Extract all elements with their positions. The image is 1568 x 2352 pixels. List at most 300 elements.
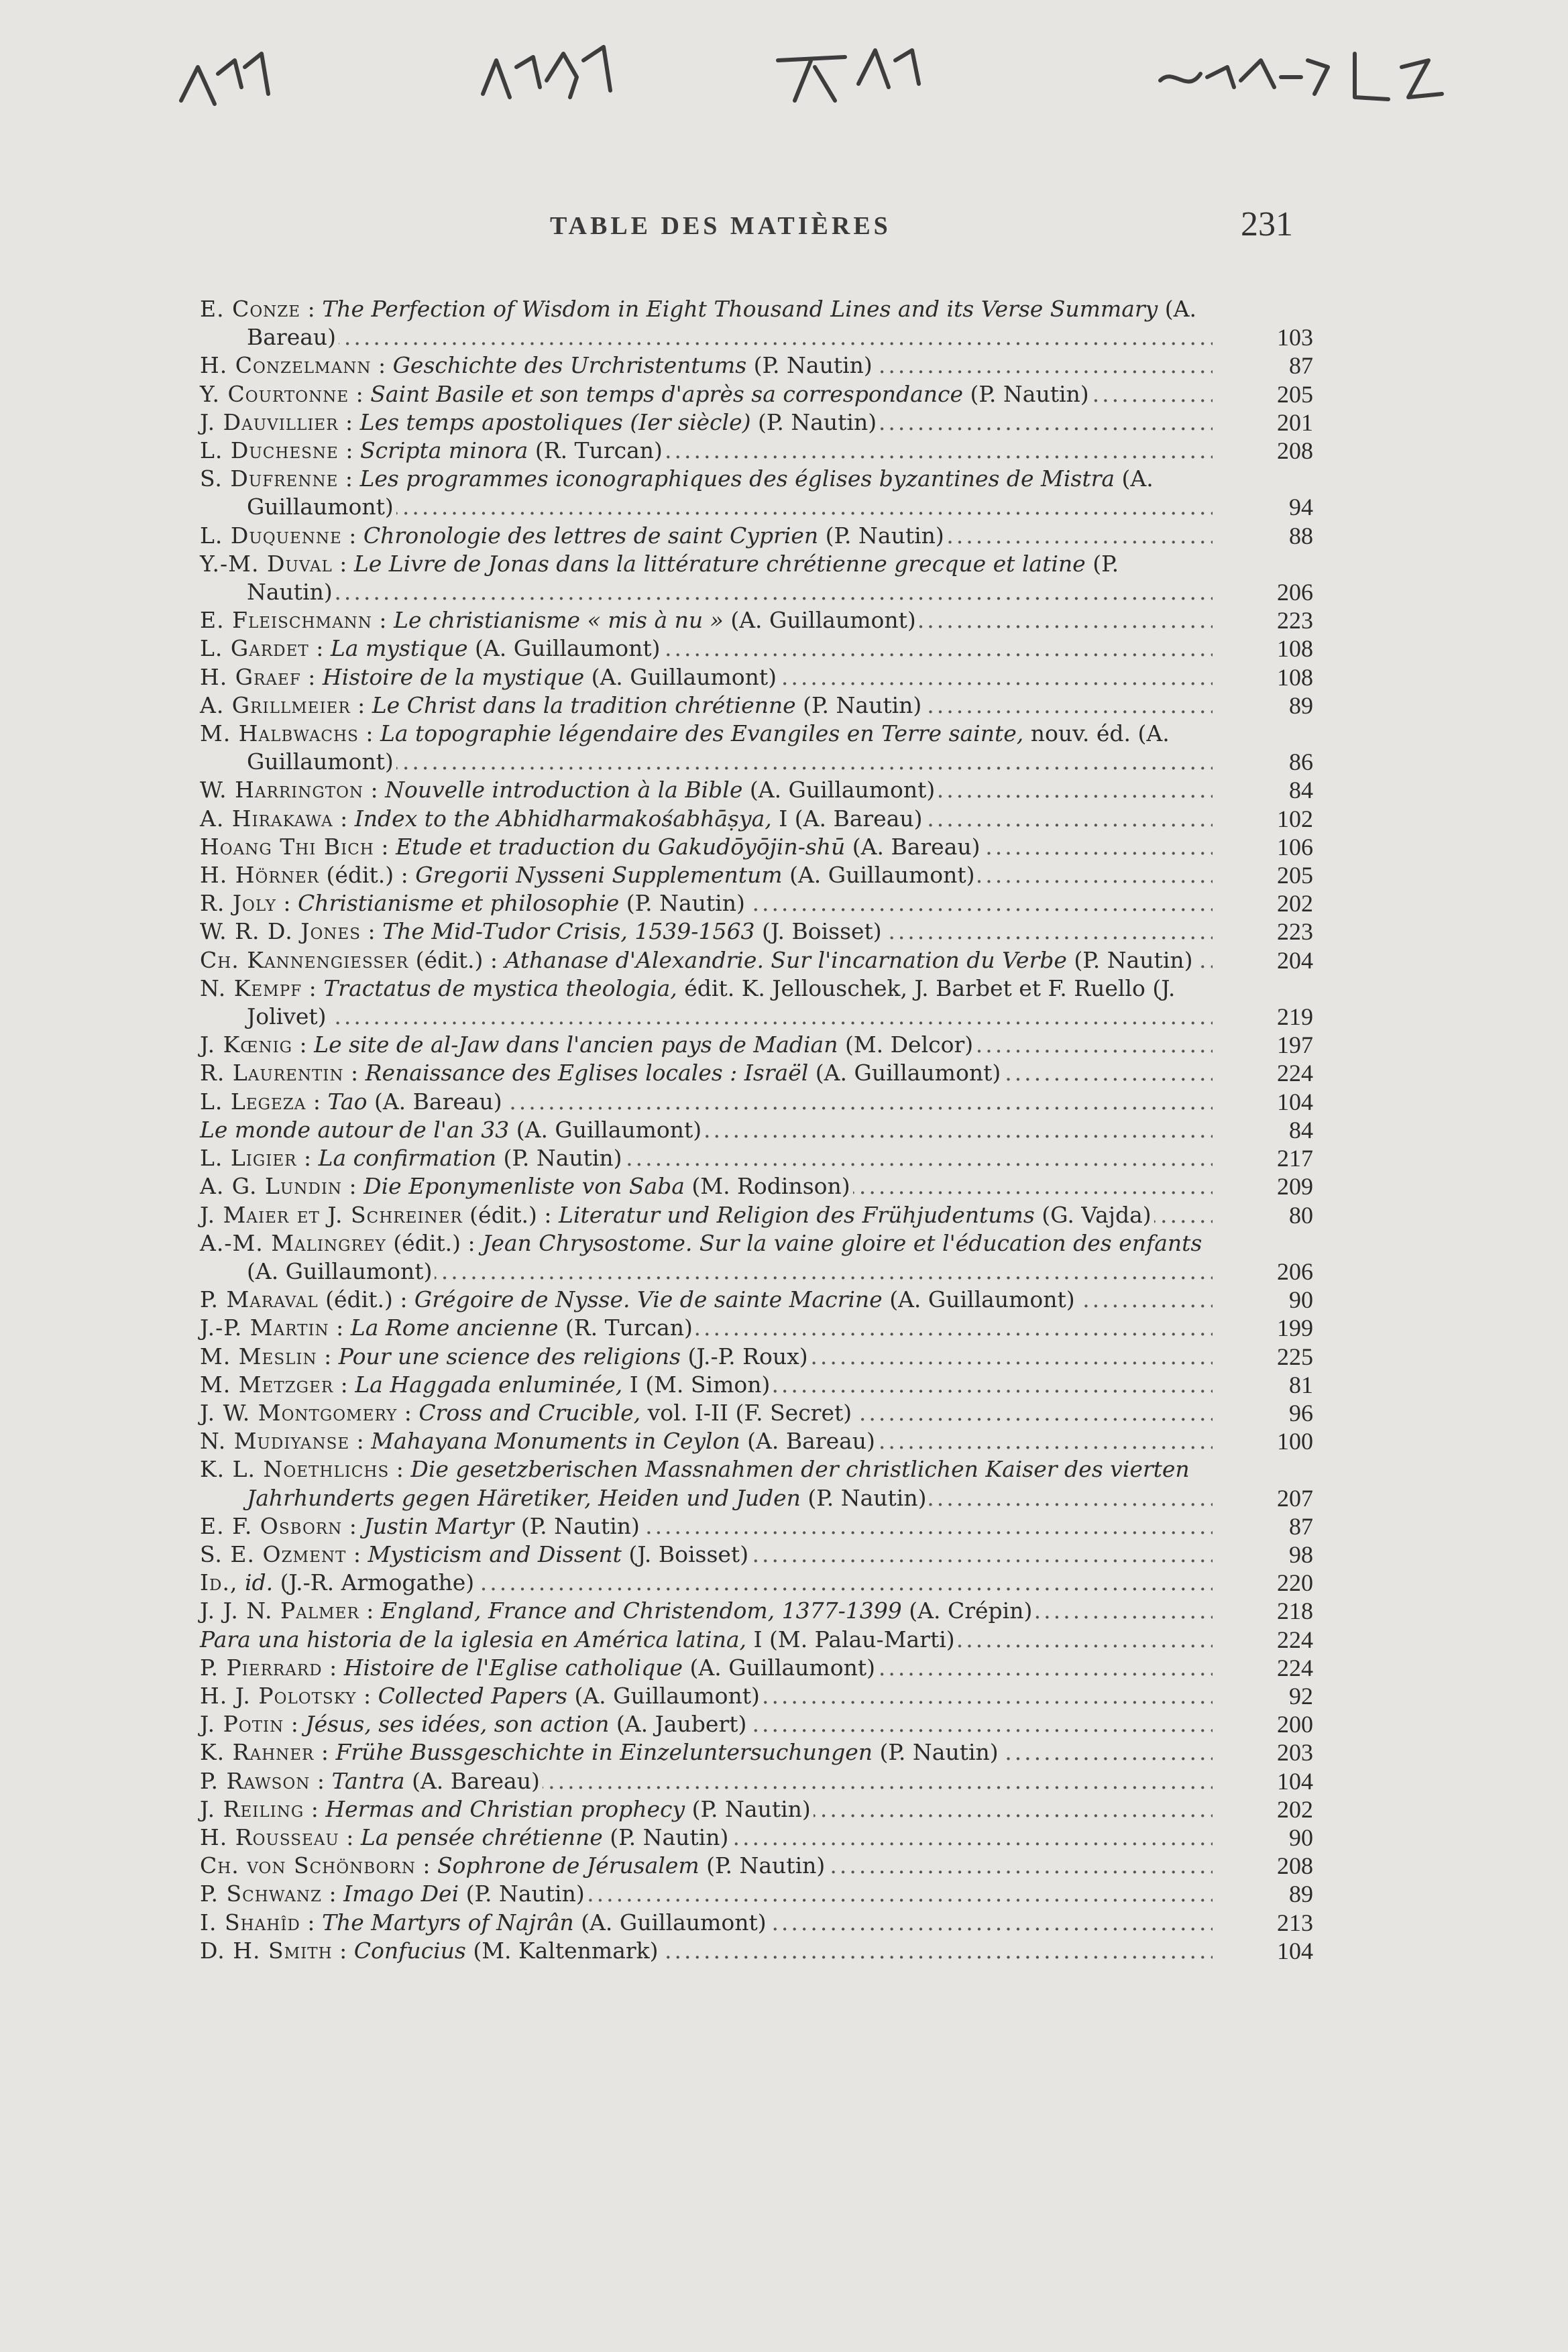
toc-entry bbox=[200, 465, 1313, 521]
entry-page: 98 bbox=[1289, 1541, 1313, 1568]
entry-author: K. L. Noethlichs bbox=[200, 1456, 390, 1483]
entry-separator: : bbox=[300, 1909, 322, 1936]
entry-separator: : bbox=[349, 1428, 372, 1455]
entry-page: 209 bbox=[1277, 1173, 1313, 1200]
entry-page: 224 bbox=[1277, 1626, 1313, 1653]
entry-page: 104 bbox=[1277, 1767, 1313, 1795]
toc-entry bbox=[200, 380, 1313, 408]
entry-reviewer: (P. Nautin) bbox=[619, 890, 745, 917]
entry-author: R. Joly bbox=[200, 890, 276, 917]
entry-page: 224 bbox=[1277, 1654, 1313, 1681]
entry-reviewer: (A. Bareau) bbox=[404, 1767, 540, 1794]
entry-page: 220 bbox=[1277, 1569, 1313, 1597]
entry-reviewer: (A. Guillaumont) bbox=[567, 1682, 760, 1709]
toc-entry bbox=[200, 1371, 1313, 1399]
entry-title: Index to the Abhidharmakośabhāṣya, bbox=[354, 805, 772, 832]
entry-separator: : bbox=[309, 635, 331, 662]
entry-separator: : bbox=[306, 1088, 328, 1115]
entry-title: id. bbox=[244, 1569, 274, 1596]
entry-author: J. Maier et J. Schreiner bbox=[200, 1201, 463, 1228]
entry-reviewer: (A. Guillaumont) bbox=[782, 862, 975, 889]
entry-reviewer: (A. Bareau) bbox=[845, 833, 981, 860]
toc-entry bbox=[200, 1909, 1313, 1937]
toc-entry bbox=[200, 1597, 1313, 1625]
entry-reviewer: (A. Guillaumont) bbox=[882, 1286, 1075, 1313]
entry-separator: : bbox=[284, 1711, 306, 1738]
entry-reviewer: (A. Guillaumont) bbox=[723, 607, 916, 634]
entry-title: Tantra bbox=[331, 1767, 405, 1794]
entry-separator: : bbox=[292, 1031, 315, 1058]
entry-separator: : bbox=[360, 918, 383, 945]
entry-separator: : bbox=[349, 380, 371, 407]
entry-title: Scripta minora bbox=[359, 437, 528, 464]
toc-entry bbox=[200, 634, 1313, 663]
toc-entry bbox=[200, 1880, 1313, 1908]
entry-page: 104 bbox=[1277, 1937, 1313, 1964]
entry-title: The Martyrs of Najrân bbox=[321, 1909, 574, 1936]
entry-reviewer: (A. Guillaumont) bbox=[683, 1654, 875, 1681]
entry-title: Les temps apostoliques (Ier siècle) bbox=[359, 408, 751, 435]
toc-entry bbox=[200, 833, 1313, 861]
page-number: 231 bbox=[1241, 205, 1293, 243]
entry-title: Nouvelle introduction à la Bible bbox=[385, 777, 743, 803]
entry-page: 202 bbox=[1277, 1795, 1313, 1823]
entry-author: N. Mudiyanse bbox=[200, 1428, 350, 1455]
entry-separator: : bbox=[339, 1824, 361, 1850]
entry-page: 201 bbox=[1277, 408, 1313, 436]
entry-page: 207 bbox=[1277, 1484, 1313, 1512]
entry-reviewer: (A. Guillaumont) bbox=[247, 1257, 433, 1284]
entry-page: 213 bbox=[1277, 1909, 1313, 1936]
toc-entry bbox=[200, 691, 1313, 720]
entry-title: Etude et traduction du Gakudōyōjin-shū bbox=[395, 833, 846, 860]
entry-page: 89 bbox=[1289, 1881, 1313, 1908]
toc-entry bbox=[200, 1455, 1313, 1512]
entry-separator: : bbox=[329, 1314, 351, 1341]
entry-page: 204 bbox=[1277, 946, 1313, 974]
entry-page: 104 bbox=[1277, 1088, 1313, 1115]
entry-page: 108 bbox=[1277, 663, 1313, 691]
entry-page: 217 bbox=[1277, 1145, 1313, 1172]
entry-reviewer: nouv. éd. (A. Guillaumont) bbox=[247, 720, 1170, 775]
entry-author: A. G. Lundin bbox=[200, 1173, 343, 1200]
entry-author: L. Legeza bbox=[200, 1088, 306, 1115]
table-of-contents bbox=[200, 295, 1313, 1965]
entry-separator: : bbox=[332, 550, 354, 577]
toc-entry bbox=[200, 1427, 1313, 1455]
entry-title: Sophrone de Jérusalem bbox=[437, 1852, 699, 1879]
entry-separator: : bbox=[346, 1541, 368, 1567]
entry-page: 205 bbox=[1277, 862, 1313, 889]
entry-separator: : bbox=[350, 691, 372, 718]
entry-title: La topographie légendaire des Evangiles en Terre sainte, bbox=[380, 720, 1024, 747]
entry-reviewer: (P. Nautin) bbox=[873, 1739, 999, 1766]
entry-page: 218 bbox=[1277, 1598, 1313, 1625]
entry-author: Y.-M. Duval bbox=[200, 550, 333, 577]
toc-entry bbox=[200, 1852, 1313, 1880]
entry-separator: : bbox=[372, 607, 394, 634]
entry-author: P. Pierrard bbox=[200, 1654, 323, 1681]
entry-separator: : bbox=[338, 408, 360, 435]
toc-entry bbox=[200, 1172, 1313, 1200]
toc-entry bbox=[200, 1626, 1313, 1654]
entry-reviewer: (M. Kaltenmark) bbox=[465, 1937, 659, 1964]
toc-entry bbox=[200, 1512, 1313, 1541]
entry-author: E. Fleischmann bbox=[200, 607, 372, 634]
entry-reviewer: (P. Nautin) bbox=[685, 1795, 811, 1822]
entry-separator: : bbox=[359, 1598, 381, 1624]
entry-author: H. J. Polotsky bbox=[200, 1682, 357, 1709]
entry-author: Hoang Thi Bich bbox=[200, 833, 374, 860]
entry-reviewer: (A. Bareau) bbox=[740, 1428, 875, 1455]
entry-author: L. Ligier bbox=[200, 1145, 297, 1172]
entry-reviewer: (P. Nautin) bbox=[746, 352, 873, 379]
entry-separator: : bbox=[338, 437, 360, 464]
entry-separator: : bbox=[342, 1173, 364, 1200]
entry-page: 200 bbox=[1277, 1711, 1313, 1738]
entry-separator: : bbox=[342, 1512, 364, 1539]
entry-separator: : bbox=[358, 720, 380, 747]
entry-separator: : bbox=[333, 1371, 355, 1398]
leader-dots bbox=[247, 1003, 1213, 1031]
entry-separator: : bbox=[389, 1456, 411, 1483]
entry-page: 206 bbox=[1277, 579, 1313, 606]
entry-page: 86 bbox=[1289, 748, 1313, 776]
entry-reviewer: (M. Rodinson) bbox=[684, 1173, 850, 1200]
entry-author: A.-M. Malingrey bbox=[200, 1229, 386, 1256]
entry-author: K. Rahner bbox=[200, 1739, 315, 1766]
entry-title: La confirmation bbox=[318, 1145, 496, 1172]
toc-entry bbox=[200, 1937, 1313, 1965]
entry-separator: : bbox=[363, 777, 386, 803]
entry-page: 87 bbox=[1289, 1512, 1313, 1540]
entry-separator: : bbox=[317, 1343, 339, 1369]
entry-separator: (édit.) : bbox=[318, 1286, 414, 1313]
entry-reviewer: (P. Nautin) bbox=[800, 1484, 927, 1511]
entry-title: Les programmes iconographiques des églises byzantines de Mistra bbox=[359, 465, 1115, 492]
toc-entry bbox=[200, 1088, 1313, 1116]
entry-author: M. Halbwachs bbox=[200, 720, 359, 747]
entry-author: E. F. Osborn bbox=[200, 1512, 343, 1539]
toc-entry bbox=[200, 946, 1313, 974]
toc-entry bbox=[200, 1229, 1313, 1286]
entry-title: Literatur und Religion des Frühjudentums bbox=[558, 1201, 1035, 1228]
entry-page: 88 bbox=[1289, 522, 1313, 549]
toc-entry bbox=[200, 437, 1313, 465]
entry-title: England, France and Christendom, 1377-1399 bbox=[380, 1598, 902, 1624]
entry-title: The Perfection of Wisdom in Eight Thousand Lines and its Verse Summary bbox=[322, 296, 1158, 322]
entry-title: Renaissance des Eglises locales : Israël bbox=[365, 1060, 809, 1086]
entry-title: La Rome ancienne bbox=[350, 1314, 559, 1341]
entry-reviewer: (J.-R. Armogathe) bbox=[273, 1569, 475, 1596]
toc-entry bbox=[200, 1541, 1313, 1569]
entry-author: A. Hirakawa bbox=[200, 805, 333, 832]
entry-author: S. E. Ozment bbox=[200, 1541, 347, 1567]
entry-author: L. Gardet bbox=[200, 635, 309, 662]
entry-separator: : bbox=[356, 1682, 378, 1709]
entry-title: Le Livre de Jonas dans la littérature chrétienne grecque et latine bbox=[353, 550, 1086, 577]
toc-entry bbox=[200, 1654, 1313, 1682]
toc-entry bbox=[200, 351, 1313, 380]
toc-entry bbox=[200, 295, 1313, 351]
entry-title: La mystique bbox=[330, 635, 468, 662]
entry-reviewer: (R. Turcan) bbox=[558, 1314, 693, 1341]
toc-entry bbox=[200, 1824, 1313, 1852]
entry-page: 223 bbox=[1277, 918, 1313, 946]
entry-page: 87 bbox=[1289, 352, 1313, 380]
toc-entry bbox=[200, 1201, 1313, 1229]
handwritten-shelfmark bbox=[168, 20, 1475, 134]
toc-entry bbox=[200, 663, 1313, 691]
entry-reviewer: (J. Boisset) bbox=[754, 918, 882, 945]
entry-author: M. Metzger bbox=[200, 1371, 334, 1398]
entry-title: Pour une science des religions bbox=[338, 1343, 681, 1369]
entry-page: 84 bbox=[1289, 1116, 1313, 1143]
entry-reviewer: (A. Guillaumont) bbox=[509, 1116, 702, 1143]
toc-entry bbox=[200, 1116, 1313, 1144]
entry-title: Die gesetzberischen Massnahmen der christlichen Kaiser des vierten Jahrhunderts gegen Häretiker, Heiden und Juden bbox=[247, 1456, 1190, 1511]
entry-separator bbox=[237, 1569, 245, 1595]
toc-entry bbox=[200, 550, 1313, 606]
entry-separator: : bbox=[276, 890, 298, 917]
entry-title: Jésus, ses idées, son action bbox=[305, 1711, 610, 1738]
entry-separator: : bbox=[333, 805, 355, 832]
entry-page: 205 bbox=[1277, 380, 1313, 408]
entry-title: Collected Papers bbox=[378, 1682, 567, 1709]
toc-entry bbox=[200, 1767, 1313, 1795]
entry-author: I. Shahîd bbox=[200, 1909, 300, 1936]
entry-author: L. Duchesne bbox=[200, 437, 339, 464]
entry-title: Grégoire de Nysse. Vie de sainte Macrine bbox=[414, 1286, 883, 1313]
entry-reviewer: (A. Guillaumont) bbox=[584, 663, 777, 690]
entry-author: Id., bbox=[200, 1569, 238, 1596]
entry-title: Confucius bbox=[353, 1937, 466, 1964]
entry-reviewer: (P. Nautin) bbox=[963, 380, 1089, 407]
entry-page: 80 bbox=[1289, 1201, 1313, 1229]
entry-reviewer: (M. Delcor) bbox=[838, 1031, 974, 1058]
entry-author: D. H. Smith bbox=[200, 1937, 333, 1964]
toc-entry bbox=[200, 1795, 1313, 1824]
entry-title: Cross and Crucible, bbox=[418, 1399, 641, 1426]
entry-title: Jean Chrysostome. Sur la vaine gloire et l'éducation des enfants bbox=[482, 1229, 1202, 1256]
entry-separator: : bbox=[332, 1937, 354, 1964]
entry-reviewer: I (M. Palau-Marti) bbox=[746, 1626, 955, 1653]
entry-separator: : bbox=[415, 1852, 437, 1879]
entry-title: Die Eponymenliste von Saba bbox=[363, 1173, 685, 1200]
entry-title: Frühe Bussgeschichte in Einzeluntersuchungen bbox=[335, 1739, 873, 1766]
entry-title: Saint Basile et son temps d'après sa correspondance bbox=[370, 380, 964, 407]
entry-reviewer: (P. Nautin) bbox=[496, 1145, 622, 1172]
entry-title: Le monde autour de l'an 33 bbox=[200, 1116, 510, 1143]
entry-author: W. R. D. Jones bbox=[200, 918, 361, 945]
toc-entry bbox=[200, 1059, 1313, 1087]
entry-author: S. Dufrenne bbox=[200, 465, 339, 492]
entry-reviewer: (A. Guillaumont) bbox=[247, 465, 1154, 520]
entry-page: 224 bbox=[1277, 1060, 1313, 1087]
entry-page: 84 bbox=[1289, 777, 1313, 804]
toc-entry bbox=[200, 1569, 1313, 1597]
toc-entry bbox=[200, 1738, 1313, 1767]
entry-page: 202 bbox=[1277, 890, 1313, 917]
entry-page: 106 bbox=[1277, 833, 1313, 860]
entry-title: Hermas and Christian prophecy bbox=[325, 1795, 685, 1822]
toc-entry bbox=[200, 1682, 1313, 1710]
entry-title: Histoire de la mystique bbox=[322, 663, 585, 690]
entry-title: Mysticism and Dissent bbox=[368, 1541, 622, 1567]
entry-page: 102 bbox=[1277, 805, 1313, 832]
entry-page: 94 bbox=[1289, 494, 1313, 521]
entry-author: Ch. Kannengiesser bbox=[200, 946, 409, 973]
entry-author: J.-P. Martin bbox=[200, 1314, 329, 1341]
toc-entry bbox=[200, 889, 1313, 917]
entry-page: 89 bbox=[1289, 691, 1313, 719]
entry-title: Tao bbox=[327, 1088, 368, 1115]
toc-entry bbox=[200, 1399, 1313, 1427]
toc-entry bbox=[200, 408, 1313, 437]
entry-title: The Mid-Tudor Crisis, 1539-1563 bbox=[382, 918, 755, 945]
entry-page: 90 bbox=[1289, 1824, 1313, 1851]
entry-page: 103 bbox=[1277, 324, 1313, 351]
entry-title: La Haggada enluminée, bbox=[355, 1371, 623, 1398]
leader-dots bbox=[247, 323, 1213, 351]
entry-separator: : bbox=[322, 1654, 344, 1681]
entry-reviewer: (A. Guillaumont) bbox=[808, 1060, 1001, 1086]
entry-author: Ch. von Schönborn bbox=[200, 1852, 416, 1879]
entry-reviewer: (A. Guillaumont) bbox=[573, 1909, 767, 1936]
entry-separator: : bbox=[314, 1739, 336, 1766]
entry-separator: : bbox=[343, 1060, 366, 1086]
entry-reviewer: (P. Nautin) bbox=[602, 1824, 729, 1850]
entry-title: La pensée chrétienne bbox=[360, 1824, 603, 1850]
leader-dots bbox=[247, 578, 1213, 606]
entry-author: H. Graef bbox=[200, 663, 301, 690]
entry-separator: : bbox=[296, 1145, 319, 1172]
entry-title: Histoire de l'Eglise catholique bbox=[343, 1654, 683, 1681]
entry-author: J. Kœnig bbox=[200, 1031, 293, 1058]
entry-reviewer: (R. Turcan) bbox=[528, 437, 663, 464]
entry-author: W. Harrington bbox=[200, 777, 364, 803]
toc-entry bbox=[200, 606, 1313, 634]
entry-author: H. Rousseau bbox=[200, 1824, 339, 1850]
entry-title: Christianisme et philosophie bbox=[298, 890, 620, 917]
entry-separator: (édit.) : bbox=[408, 946, 505, 973]
entry-title: Chronologie des lettres de saint Cyprien bbox=[363, 522, 819, 549]
entry-separator: : bbox=[321, 1881, 344, 1907]
entry-page: 208 bbox=[1277, 1852, 1313, 1880]
entry-title: Para una historia de la iglesia en América latina, bbox=[200, 1626, 747, 1653]
entry-reviewer: (J. Boisset) bbox=[621, 1541, 749, 1567]
entry-reviewer: (P. Nautin) bbox=[795, 691, 922, 718]
entry-author: J. J. N. Palmer bbox=[200, 1598, 359, 1624]
toc-entry bbox=[200, 776, 1313, 804]
entry-title: Tractatus de mystica theologia, bbox=[323, 974, 677, 1001]
entry-page: 219 bbox=[1277, 1003, 1313, 1031]
entry-page: 92 bbox=[1289, 1682, 1313, 1710]
entry-reviewer: (G. Vajda) bbox=[1034, 1201, 1152, 1228]
entry-author: L. Duquenne bbox=[200, 522, 342, 549]
entry-reviewer: vol. I-II (F. Secret) bbox=[640, 1399, 852, 1426]
entry-author: H. Hörner bbox=[200, 862, 319, 889]
entry-author: P. Schwanz bbox=[200, 1881, 322, 1907]
entry-author: J. W. Montgomery bbox=[200, 1399, 398, 1426]
toc-entry bbox=[200, 1314, 1313, 1342]
entry-author: N. Kempf bbox=[200, 974, 302, 1001]
entry-reviewer: (A. Guillaumont) bbox=[742, 777, 936, 803]
entry-author: J. Reiling bbox=[200, 1795, 304, 1822]
entry-title: Le Christ dans la tradition chrétienne bbox=[372, 691, 796, 718]
entry-separator: : bbox=[310, 1767, 332, 1794]
entry-separator: : bbox=[304, 1795, 326, 1822]
entry-title: Justin Martyr bbox=[363, 1512, 514, 1539]
entry-reviewer: I (A. Bareau) bbox=[771, 805, 923, 832]
toc-entry bbox=[200, 974, 1313, 1031]
entry-author: E. Conze bbox=[200, 296, 301, 322]
entry-title: Imago Dei bbox=[343, 1881, 459, 1907]
entry-reviewer: (P. Nautin) bbox=[1066, 946, 1193, 973]
entry-page: 203 bbox=[1277, 1739, 1313, 1767]
entry-page: 96 bbox=[1289, 1399, 1313, 1426]
entry-page: 223 bbox=[1277, 607, 1313, 634]
entry-title: Mahayana Monuments in Ceylon bbox=[371, 1428, 740, 1455]
entry-reviewer: édit. K. Jellouschek, J. Barbet et F. Ruello (J. Jolivet) bbox=[247, 974, 1176, 1030]
running-head: TABLE DES MATIÈRES bbox=[550, 212, 891, 240]
entry-separator: : bbox=[371, 352, 393, 379]
toc-entry bbox=[200, 1031, 1313, 1059]
toc-entry bbox=[200, 1286, 1313, 1314]
entry-separator: : bbox=[338, 465, 360, 492]
entry-reviewer: (P. Nautin) bbox=[247, 550, 1119, 606]
toc-entry bbox=[200, 861, 1313, 889]
entry-author: A. Grillmeier bbox=[200, 691, 351, 718]
entry-page: 206 bbox=[1277, 1257, 1313, 1285]
entry-author: P. Maraval bbox=[200, 1286, 319, 1313]
entry-page: 90 bbox=[1289, 1286, 1313, 1314]
entry-separator: : bbox=[341, 522, 363, 549]
entry-separator: : bbox=[397, 1399, 419, 1426]
entry-separator: : bbox=[302, 974, 324, 1001]
entry-author: J. Dauvillier bbox=[200, 408, 339, 435]
entry-title: Le christianisme « mis à nu » bbox=[394, 607, 724, 634]
entry-reviewer: I (M. Simon) bbox=[622, 1371, 771, 1398]
entry-page: 100 bbox=[1277, 1428, 1313, 1455]
toc-entry bbox=[200, 1144, 1313, 1172]
entry-reviewer: (P. Nautin) bbox=[818, 522, 944, 549]
entry-reviewer: (J.-P. Roux) bbox=[680, 1343, 808, 1369]
entry-page: 225 bbox=[1277, 1343, 1313, 1370]
toc-entry bbox=[200, 522, 1313, 550]
entry-page: 199 bbox=[1277, 1314, 1313, 1342]
entry-page: 197 bbox=[1277, 1031, 1313, 1059]
entry-reviewer: (A. Bareau) bbox=[247, 296, 1196, 351]
entry-separator: (édit.) : bbox=[462, 1201, 559, 1228]
entry-reviewer: (A. Bareau) bbox=[367, 1088, 502, 1115]
entry-reviewer: (P. Nautin) bbox=[514, 1512, 640, 1539]
entry-reviewer: (A. Crépin) bbox=[901, 1598, 1033, 1624]
entry-title: Geschichte des Urchristentums bbox=[392, 352, 747, 379]
entry-separator: : bbox=[374, 833, 396, 860]
toc-entry bbox=[200, 1710, 1313, 1738]
entry-author: R. Laurentin bbox=[200, 1060, 344, 1086]
entry-title: Athanase d'Alexandrie. Sur l'incarnation du Verbe bbox=[504, 946, 1067, 973]
entry-page: 108 bbox=[1277, 635, 1313, 663]
toc-entry bbox=[200, 720, 1313, 776]
entry-reviewer: (A. Jaubert) bbox=[609, 1711, 747, 1738]
entry-title: Le site de al-Jaw dans l'ancien pays de Madian bbox=[314, 1031, 838, 1058]
toc-entry bbox=[200, 917, 1313, 946]
entry-reviewer: (A. Guillaumont) bbox=[467, 635, 661, 662]
entry-author: J. Potin bbox=[200, 1711, 284, 1738]
entry-reviewer: (P. Nautin) bbox=[459, 1881, 585, 1907]
